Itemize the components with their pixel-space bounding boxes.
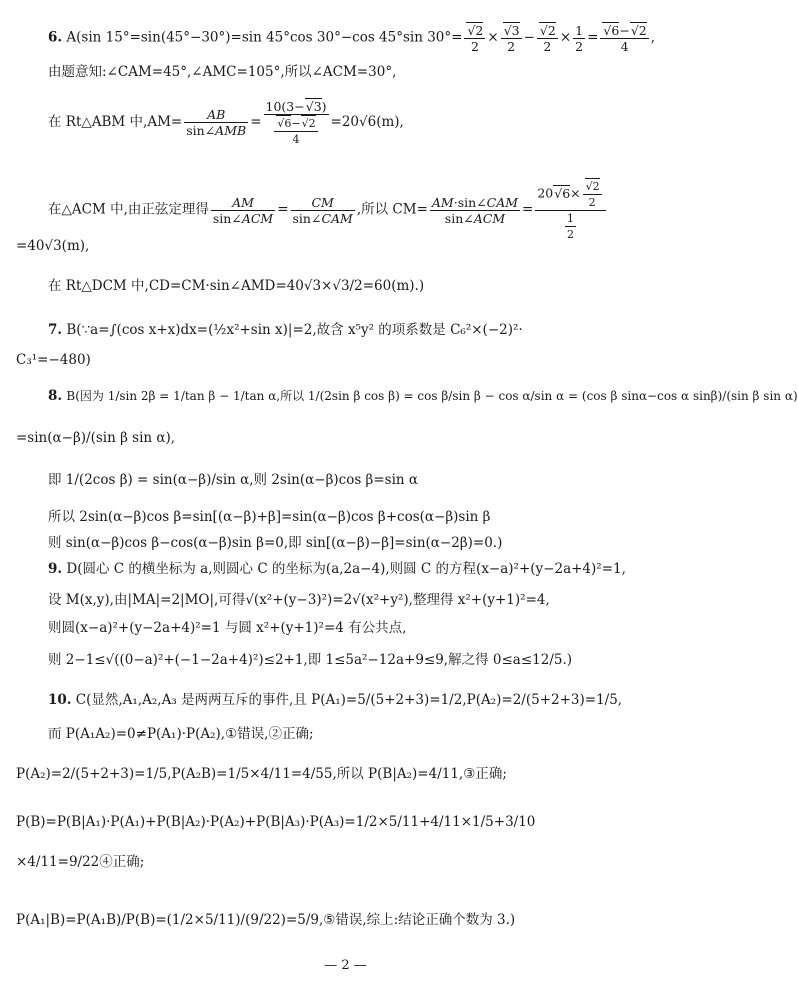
q6-line-4-mid: ,所以 CM= bbox=[356, 201, 428, 218]
q10-line-6: P(A₁|B)=P(A₁B)/P(B)=(1/2×5/11)/(9/22)=5/9,⑤错误,综上:结论正确个数为 3.) bbox=[16, 912, 516, 928]
q8-line-5: 则 sin(α−β)cos β−cos(α−β)sin β=0,即 sin[(α−β)−β]=sin(α−2β)=0.) bbox=[48, 535, 503, 551]
q9-line-1 bbox=[48, 559, 671, 579]
q6-line-4-pre: 在△ACM 中,由正弦定理得 bbox=[48, 201, 209, 218]
q6-line-3-post: =20√6(m), bbox=[330, 114, 404, 130]
q9-line-3: 则圆(x−a)²+(y−2a+4)²=1 与圆 x²+(y+1)²=4 有公共点, bbox=[48, 620, 407, 636]
q8-line-2: =sin(α−β)/(sin β sin α), bbox=[16, 430, 176, 446]
q6-line-1: 6. A(sin 15°=sin(45°−30°)=sin 45°cos 30°−cos 45°sin 30°= √ $\frac{2}{2}$ × √ $\frac{3}{2}$ − √ $\frac{2}{2}$ × $\frac{1}{2}$ = √ $\frac{6-√ 2}{4}$ , bbox=[48, 22, 671, 54]
q8-line-3: 即 1/(2cos β) = sin(α−β)/sin α,则 2sin(α−β)cos β=sin α bbox=[48, 472, 419, 488]
q6-line-1-text: A(sin 15°=sin(45°−30°)=sin 45°cos 30°−cos 45°sin 30°= bbox=[66, 29, 463, 46]
q8-number: 8. bbox=[48, 388, 63, 404]
q6-number: 6. bbox=[48, 29, 63, 46]
q7-number: 7. bbox=[48, 322, 63, 338]
q8-line-4: 所以 2sin(α−β)cos β=sin[(α−β)+β]=sin(α−β)cos β+cos(α−β)sin β bbox=[48, 509, 491, 525]
q8-line-1-text: B(因为 1/sin 2β = 1/tan β − 1/tan α,所以 1/(2sin β cos β) = cos β/sin β − cos α/sin α = (cos β sinα−cos α sinβ)/(sin β sin α) bbox=[66, 389, 798, 403]
q9-number: 9. bbox=[48, 561, 63, 577]
q9-line-4: 则 2−1≤√((0−a)²+(−1−2a+4)²)≤2+1,即 1≤5a²−12a+9≤9,解之得 0≤a≤12/5.) bbox=[48, 652, 573, 668]
q10-line-1 bbox=[48, 690, 671, 710]
q10-line-1-text: C(显然,A₁,A₂,A₃ 是两两互斥的事件,且 P(A₁)=5/(5+2+3)=1/2,P(A₂)=2/(5+2+3)=1/5, bbox=[75, 692, 623, 708]
frac: √ $\frac{2}{2}$ bbox=[464, 22, 485, 54]
q10-line-4: P(B)=P(B|A₁)·P(A₁)+P(B|A₂)·P(A₂)+P(B|A₃)·P(A₃)=1/2×5/11+4/11×1/5+3/10 bbox=[16, 814, 536, 830]
q10-line-5: ×4/11=9/22④正确; bbox=[16, 854, 145, 870]
q6-line-4: 在△ACM 中,由正弦定理得 $\frac{AM}{\text{sin∠ACM}}$ = $\frac{CM}{\text{sin∠CAM}}$ ,所以 CM= $\frac{\text{AM·sin∠CAM}}{\text{sin∠ACM}}$ = 20√ 6× √ $\frac{2}{2}$ $\frac{1}{2}$ bbox=[48, 178, 671, 242]
page-number: — 2 — bbox=[324, 958, 367, 973]
q8-line-1 bbox=[48, 386, 798, 406]
q6-line-3: 在 Rt△ABM 中,AM= $\frac{AB}{\text{sin∠AMB}}$ = 10(3−√ 3) √ $\frac{6-√ 2}{4}$ =20√6(m), bbox=[48, 98, 671, 147]
q10-line-3: P(A₂)=2/(5+2+3)=1/5,P(A₂B)=1/5×4/11=4/55,所以 P(B|A₂)=4/11,③正确; bbox=[16, 766, 507, 782]
q7-line-2: C₃¹=−480) bbox=[16, 352, 91, 368]
q9-line-2: 设 M(x,y),由|MA|=2|MO|,可得√(x²+(y−3)²)=2√(x²+y²),整理得 x²+(y+1)²=4, bbox=[48, 592, 550, 608]
q7-line-1 bbox=[48, 320, 671, 340]
q7-line-1-text: B(∵a=∫(cos x+x)dx=(½x²+sin x)|=2,故含 x⁵y² 的项系数是 C₆²×(−2)²· bbox=[66, 322, 523, 338]
q6-line-6: 在 Rt△DCM 中,CD=CM·sin∠AMD=40√3×√3/2=60(m).) bbox=[48, 278, 425, 294]
q6-line-5: =40√3(m), bbox=[16, 238, 90, 254]
q9-line-1-text: D(圆心 C 的横坐标为 a,则圆心 C 的坐标为(a,2a−4),则圆 C 的方程(x−a)²+(y−2a+4)²=1, bbox=[66, 561, 626, 577]
q6-line-3-pre: 在 Rt△ABM 中,AM= bbox=[48, 114, 183, 130]
q10-line-2: 而 P(A₁A₂)=0≠P(A₁)·P(A₂),①错误,②正确; bbox=[48, 726, 314, 742]
q10-number: 10. bbox=[48, 692, 72, 708]
q6-line-2: 由题意知:∠CAM=45°,∠AMC=105°,所以∠ACM=30°, bbox=[48, 64, 397, 80]
